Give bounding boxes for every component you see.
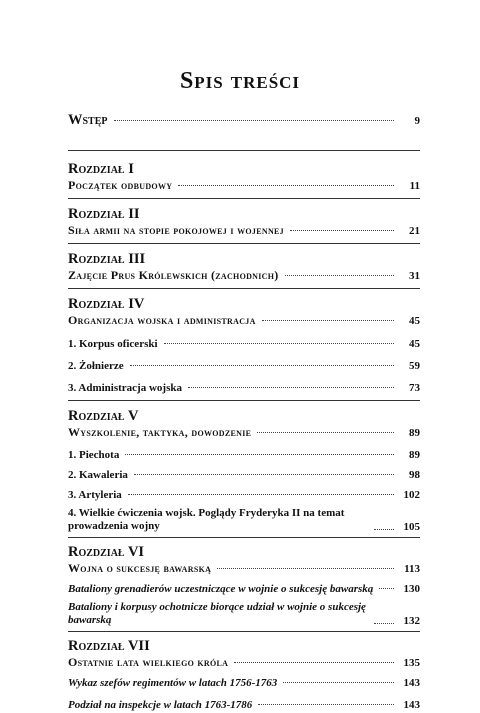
- leader-dots: [188, 387, 394, 388]
- toc-page-number: 45: [409, 315, 420, 327]
- chapter-heading: Rozdział I: [68, 161, 134, 177]
- section-label: Wykaz szefów regimentów w latach 1756-1763: [68, 677, 278, 689]
- toc-page-number: 113: [404, 563, 420, 575]
- toc-entry-wstep[interactable]: [68, 112, 420, 130]
- toc-entry-chapter-6[interactable]: [68, 561, 420, 577]
- toc-section-entry[interactable]: [68, 338, 420, 352]
- toc-section-entry[interactable]: [68, 489, 420, 503]
- section-label: Bataliony grenadierów uczestniczące w wojnie o sukcesję bawarską: [68, 583, 374, 595]
- toc-page-number: 59: [409, 360, 420, 372]
- leader-dots: [178, 185, 394, 186]
- toc-section-entry[interactable]: [68, 601, 420, 627]
- toc-section-entry[interactable]: [68, 507, 420, 533]
- section-label: 2. Żołnierze: [68, 360, 124, 372]
- leader-dots: [283, 682, 394, 683]
- chapter-heading: Rozdział VII: [68, 638, 150, 654]
- chapter-heading: Rozdział II: [68, 206, 140, 222]
- chapter-heading: Rozdział VI: [68, 544, 145, 560]
- leader-dots: [128, 494, 394, 495]
- leader-dots: [130, 365, 394, 366]
- chapter-title: Siła armii na stopie pokojowej i wojennej: [68, 223, 284, 237]
- section-label: 1. Korpus oficerski: [68, 338, 158, 350]
- chapter-title: Zajęcie Prus Królewskich (zachodnich): [68, 268, 279, 282]
- toc-page-number: 98: [409, 469, 420, 481]
- toc-page-number: 73: [409, 382, 420, 394]
- divider: [68, 243, 420, 244]
- toc-page-number: 89: [409, 449, 420, 461]
- chapter-title: Wyszkolenie, taktyka, dowodzenie: [68, 425, 252, 439]
- toc-entry-label: Wstęp: [68, 112, 108, 128]
- section-label: 3. Administracja wojska: [68, 382, 182, 394]
- section-label: 4. Wielkie ćwiczenia wojsk. Poglądy Fryderyka II na temat prowadzenia wojny: [68, 507, 345, 532]
- toc-entry-chapter-2[interactable]: [68, 223, 420, 239]
- leader-dots: [234, 662, 394, 663]
- chapter-heading: Rozdział III: [68, 251, 146, 267]
- chapter-heading: Rozdział V: [68, 408, 139, 424]
- divider: [68, 150, 420, 151]
- toc-section-entry[interactable]: [68, 469, 420, 483]
- toc-page-number: 105: [403, 521, 420, 533]
- divider: [68, 400, 420, 401]
- toc-page-number: 132: [403, 615, 420, 627]
- table-of-contents: [68, 112, 420, 713]
- leader-dots: [114, 120, 394, 121]
- chapter-title: Organizacja wojska i administracja: [68, 313, 256, 327]
- toc-page-number: 130: [403, 583, 420, 595]
- section-label: 3. Artyleria: [68, 489, 122, 501]
- leader-dots: [125, 454, 394, 455]
- toc-entry-chapter-4[interactable]: [68, 313, 420, 329]
- toc-section-entry[interactable]: [68, 360, 420, 374]
- chapter-title: Ostatnie lata wielkiego króla: [68, 655, 229, 669]
- leader-dots: [285, 275, 394, 276]
- toc-entry-chapter-5[interactable]: [68, 425, 420, 441]
- leader-dots: [217, 568, 394, 569]
- leader-dots: [164, 343, 394, 344]
- divider: [68, 631, 420, 632]
- toc-page-number: 31: [409, 270, 420, 282]
- section-label: 2. Kawaleria: [68, 469, 128, 481]
- toc-page-number: 102: [403, 489, 420, 501]
- toc-page-number: 11: [409, 180, 420, 192]
- page-title: Spis treści: [179, 68, 301, 94]
- divider: [68, 288, 420, 289]
- leader-dots: [374, 529, 394, 530]
- toc-entry-chapter-7[interactable]: [68, 655, 420, 671]
- toc-page-number: 135: [403, 657, 420, 669]
- toc-entry-chapter-3[interactable]: [68, 268, 420, 284]
- toc-entry-chapter-1[interactable]: [68, 178, 420, 194]
- leader-dots: [374, 623, 394, 624]
- leader-dots: [257, 432, 394, 433]
- toc-page-number: 21: [409, 225, 420, 237]
- toc-section-entry[interactable]: [68, 699, 420, 713]
- toc-section-entry[interactable]: [68, 449, 420, 463]
- toc-page-number: 9: [414, 115, 420, 127]
- divider: [68, 198, 420, 199]
- section-label: 1. Piechota: [68, 449, 120, 461]
- section-label: Podział na inspekcje w latach 1763-1786: [68, 699, 253, 711]
- leader-dots: [258, 704, 394, 705]
- chapter-heading: Rozdział IV: [68, 296, 145, 312]
- leader-dots: [134, 474, 394, 475]
- leader-dots: [262, 320, 394, 321]
- toc-page-number: 143: [403, 677, 420, 689]
- chapter-title: Wojna o sukcesję bawarską: [68, 561, 212, 575]
- toc-section-entry[interactable]: [68, 382, 420, 396]
- toc-section-entry[interactable]: [68, 583, 420, 597]
- leader-dots: [379, 588, 394, 589]
- section-label: Bataliony i korpusy ochotnicze biorące udział w wojnie o sukcesję bawarską: [68, 601, 366, 626]
- chapter-title: Początek odbudowy: [68, 178, 173, 192]
- toc-page-number: 89: [409, 427, 420, 439]
- toc-page-number: 45: [409, 338, 420, 350]
- toc-page-number: 143: [403, 699, 420, 711]
- divider: [68, 537, 420, 538]
- leader-dots: [290, 230, 394, 231]
